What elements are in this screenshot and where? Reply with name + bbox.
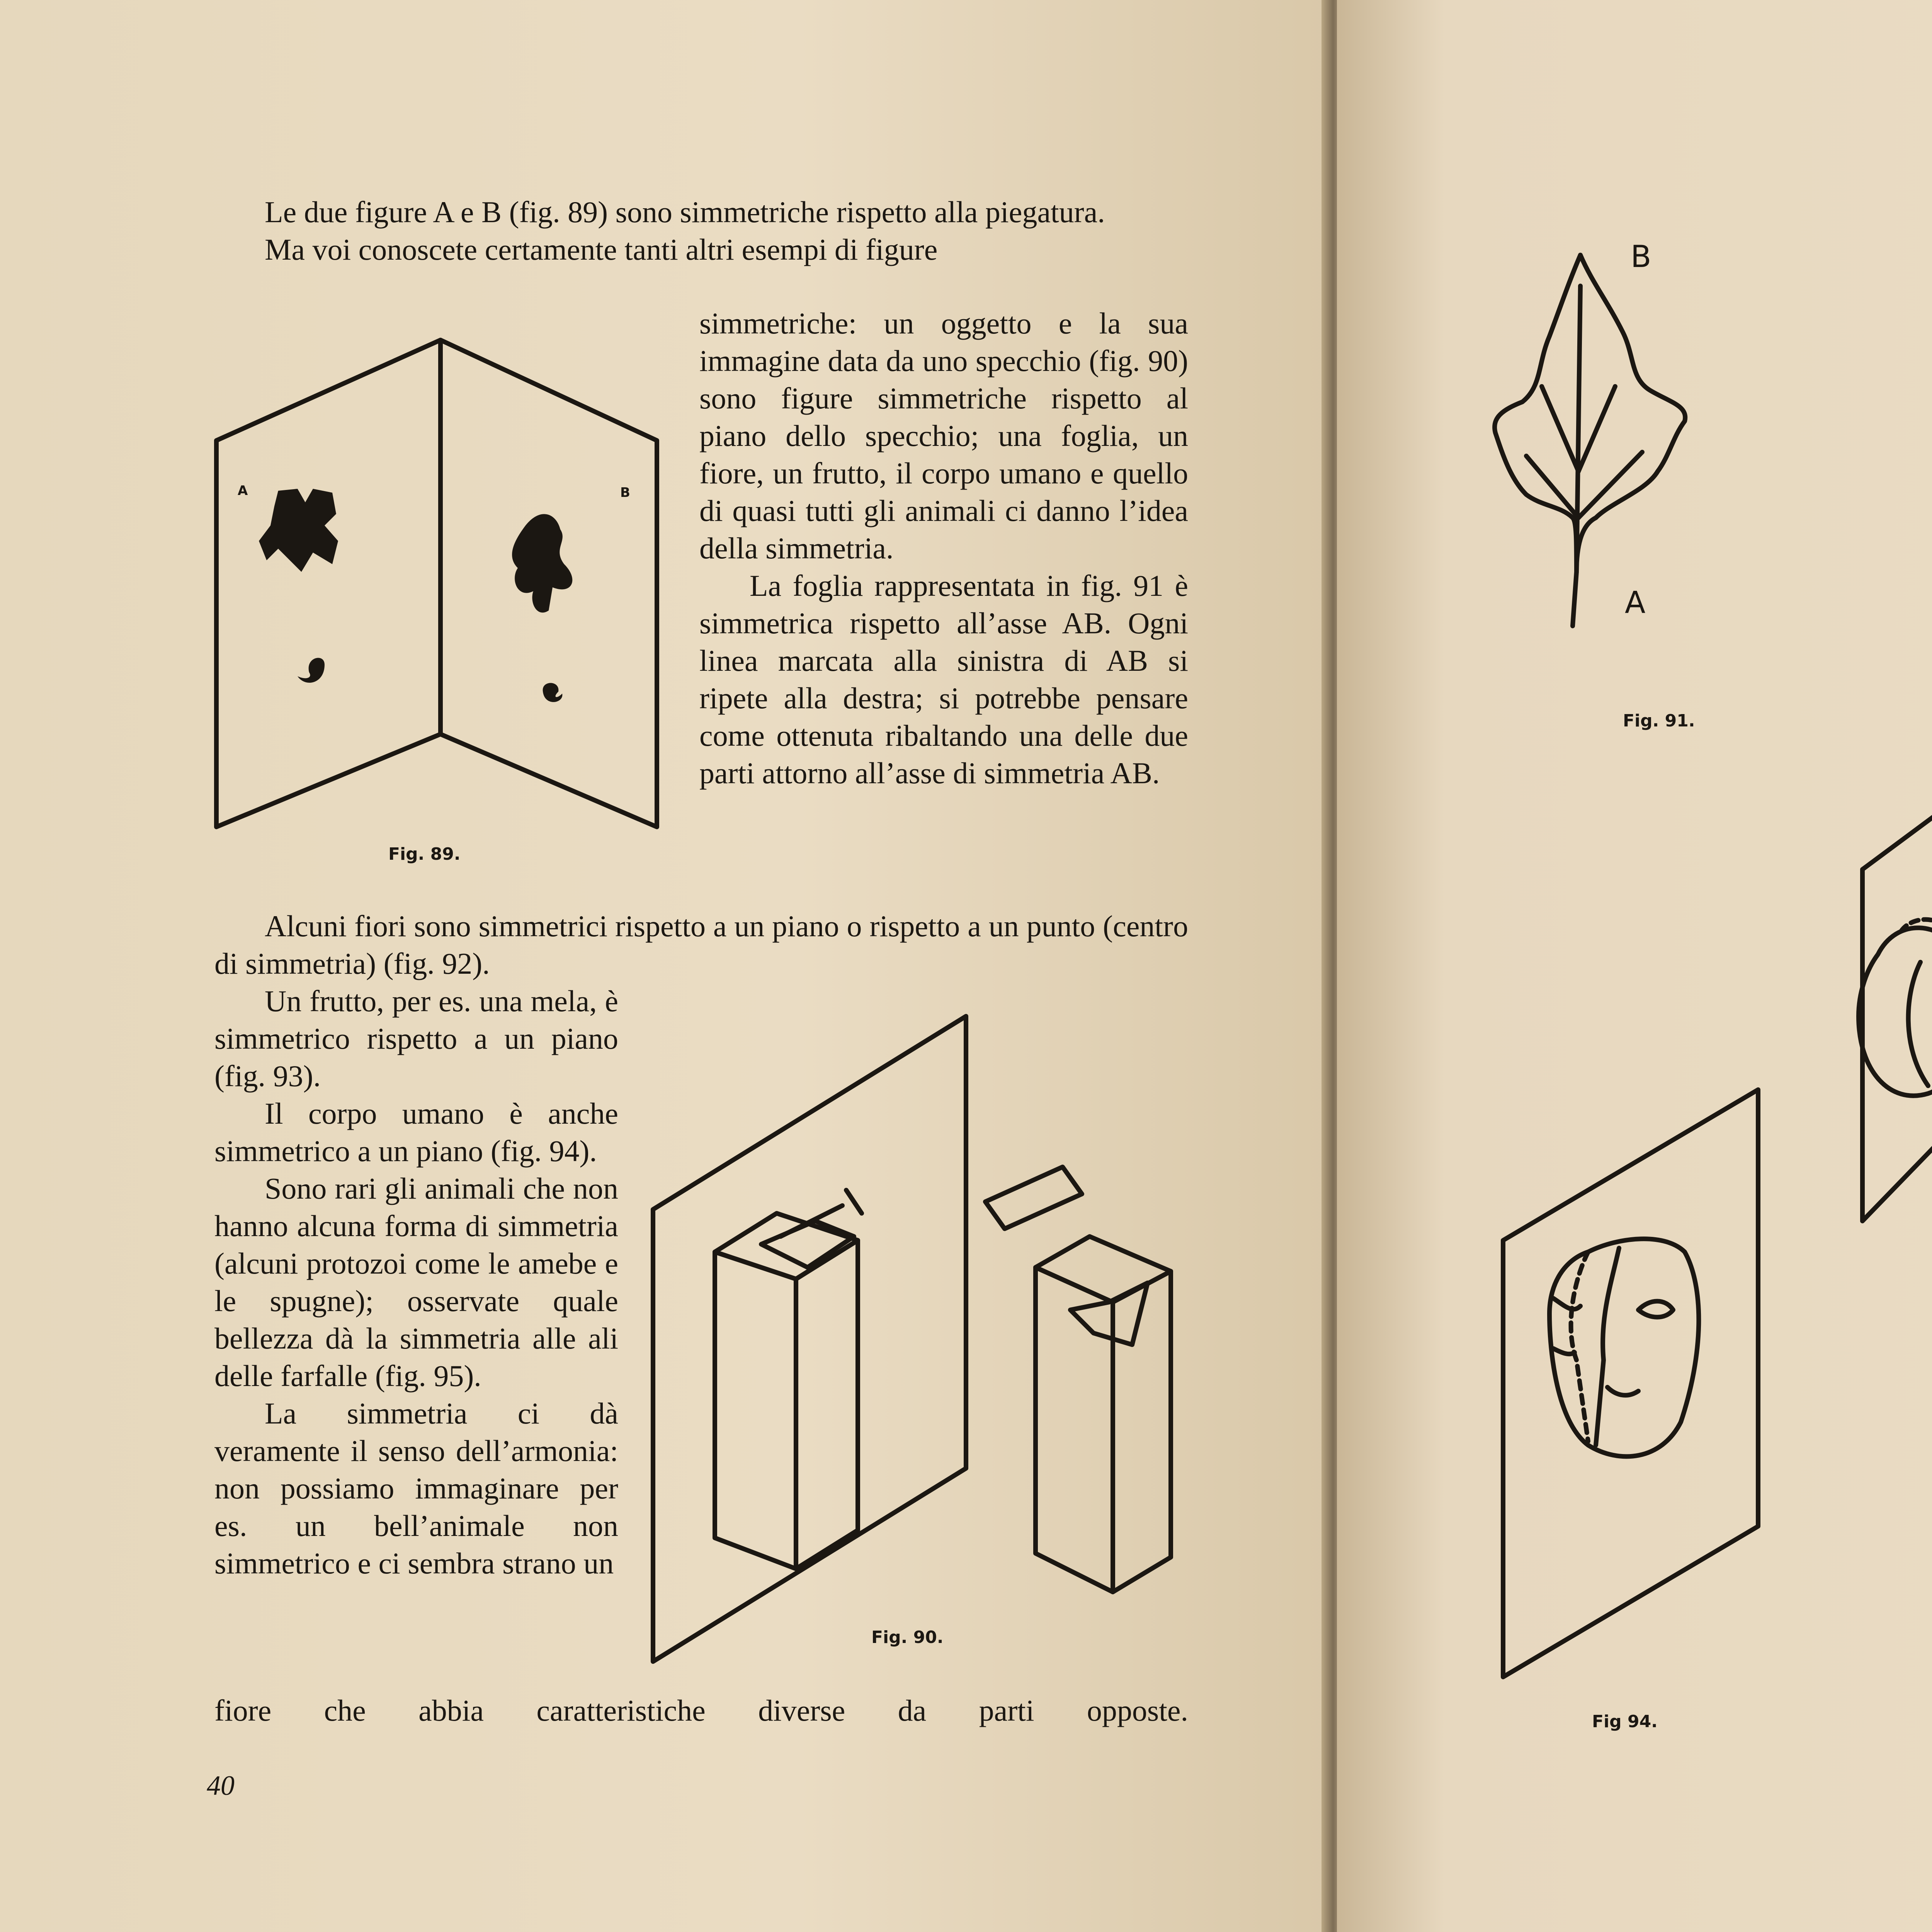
figure-90-caption: Fig. 90. [871, 1628, 944, 1647]
paragraph-7: Sono rari gli animali che non hanno alcuna forma di simmetria (alcuni protozoi come le amebe e le spugne); osservate quale bellezza dà la simmetria alle ali delle farfalle (fig. 95). [214, 1172, 618, 1393]
figure-89-folded-inkblot [209, 332, 688, 842]
text-block-top [214, 193, 1188, 268]
paragraph-4: Alcuni fiori sono simmetrici rispetto a un piano o rispetto a un punto (centro di simmetria) (fig. 92). [214, 909, 1188, 980]
paragraph-5: Un frutto, per es. una mela, è simmetrico rispetto a un piano (fig. 93). [214, 984, 618, 1093]
paragraph-1: Le due figure A e B (fig. 89) sono simmetriche rispetto alla piegatura. [265, 195, 1105, 229]
figure-89-label-b: B [620, 485, 630, 500]
figure-93-apple-mirror [1828, 777, 1932, 1225]
figure-91-caption: Fig. 91. [1623, 711, 1695, 731]
text-block-bottom [214, 1692, 1188, 1729]
text-block-left-column [214, 982, 618, 1582]
text-block-right-column [699, 304, 1188, 792]
figure-91-label-a: A [1625, 585, 1646, 620]
figure-94-caption: Fig 94. [1592, 1712, 1658, 1731]
figure-91-leaf [1488, 240, 1692, 672]
figure-89-caption: Fig. 89. [388, 844, 461, 864]
right-page [1337, 0, 1932, 1932]
figure-89-label-a: A [238, 483, 248, 498]
text-block-middle [214, 907, 1188, 982]
figure-90-box-mirror [645, 1005, 1202, 1669]
page-number-left: 40 [207, 1770, 235, 1801]
paragraph-9: fiore che abbia caratteristiche diverse da parti opposte. [214, 1694, 1188, 1727]
paragraph-3: La foglia rappresentata in fig. 91 è simmetrica rispetto all’asse AB. Ogni linea marcata alla sinistra di AB si ripete alla destra; si potrebbe pensare come ottenuta ribaltando una delle due parti attorno all’asse di simmetria AB. [699, 569, 1188, 790]
paragraph-6: Il corpo umano è anche simmetrico a un piano (fig. 94). [214, 1097, 618, 1168]
paragraph-2b: simmetriche: un oggetto e la sua immagine data da uno specchio (fig. 90) sono figure simmetriche rispetto al piano dello specchio; una foglia, un fiore, un frutto, il corpo umano e quello di quasi tutti gli animali ci danno l’idea della simmetria. [699, 306, 1188, 565]
paragraph-8: La simmetria ci dà veramente il senso dell’armonia: non possiamo immaginare per es. un bell’animale non simmetrico e ci sembra strano un [214, 1396, 618, 1580]
paragraph-2a: Ma voi conoscete certamente tanti altri esempi di figure [265, 233, 938, 266]
figure-91-label-b: B [1631, 240, 1651, 274]
figure-94-face-mirror [1495, 1082, 1766, 1685]
